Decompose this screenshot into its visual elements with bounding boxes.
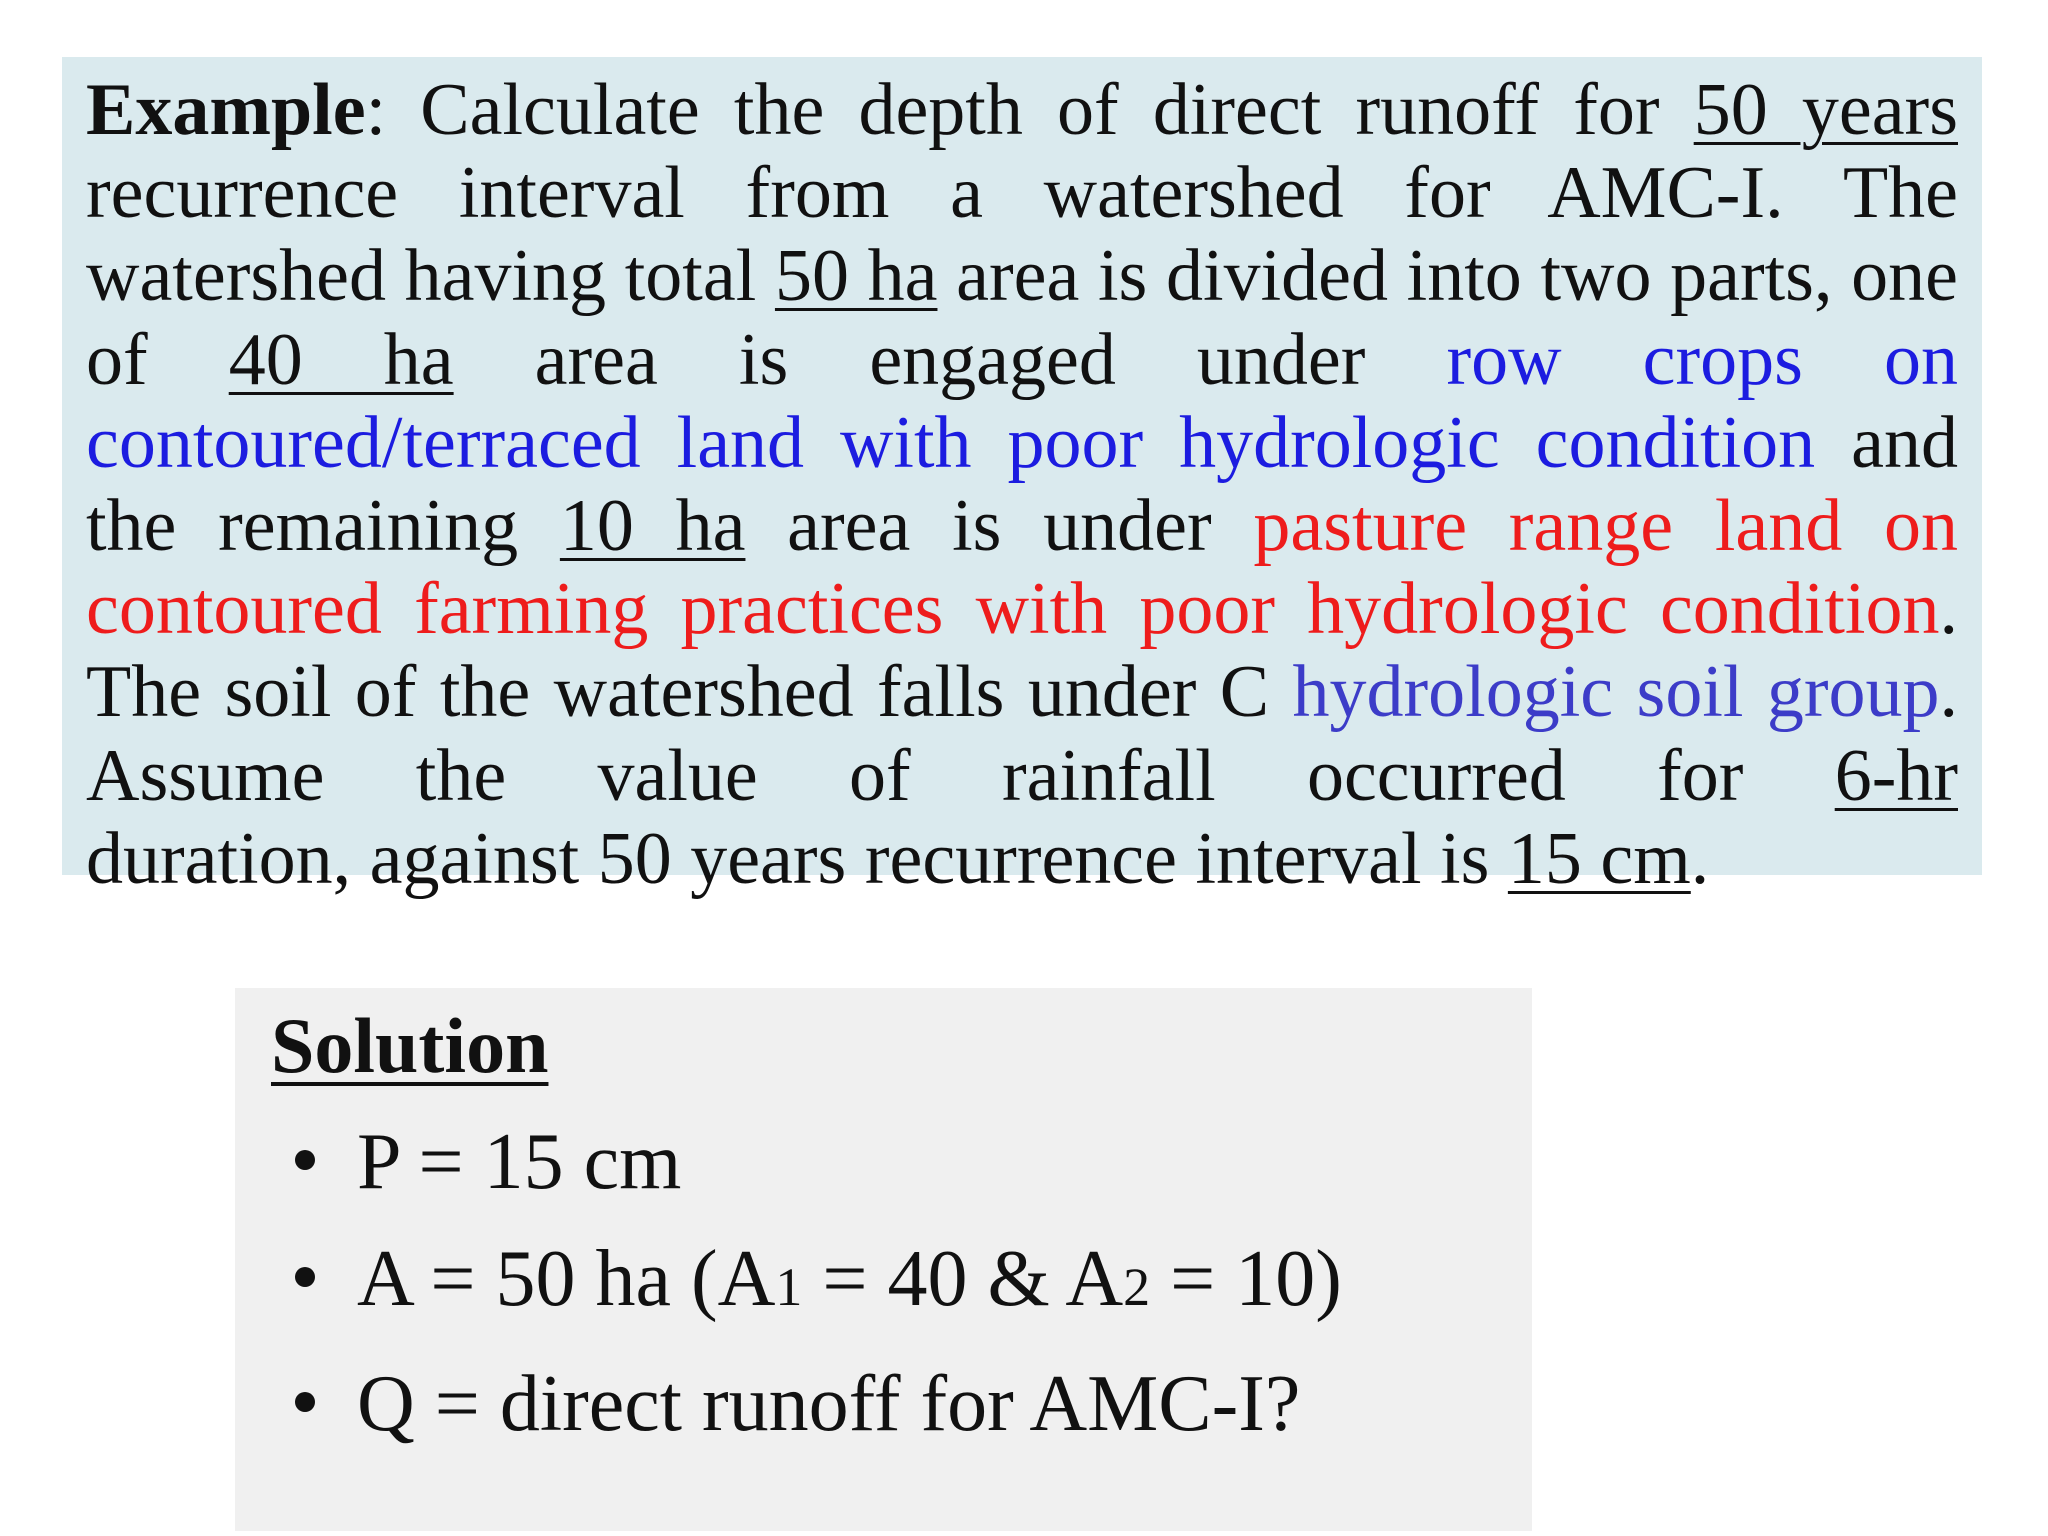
rainfall-line: P = 15 cm (357, 1118, 682, 1206)
list-item (259, 1104, 1508, 1221)
example-paragraph (86, 57, 1958, 901)
example-text-1: Calculate the depth of direct runoff for (386, 69, 1694, 151)
pasture-land-condition: pasture range land on contoured farming practices with poor hydrologic condition (86, 485, 1958, 651)
area-line (357, 1221, 1342, 1346)
example-text-7: . The soil of the watershed falls under C (86, 568, 1958, 734)
example-panel (62, 57, 1982, 900)
example-text-6: area is under (745, 485, 1254, 568)
area-subscript-1: 1 (775, 1257, 803, 1317)
hydrologic-soil-group: hydrologic soil group (1292, 651, 1940, 734)
solution-title: Solution (271, 1002, 549, 1089)
bullet-icon (295, 1150, 315, 1170)
example-colon: : (365, 69, 387, 151)
example-last-line (86, 818, 1958, 901)
example-text-10: . (1690, 817, 1710, 900)
runoff-line: Q = direct runoff for AMC-I? (357, 1360, 1301, 1448)
row-crops-condition: row crops on contoured/terraced land with poor hydrologic condition (86, 318, 1958, 484)
total-area-value: 50 ha (774, 235, 938, 318)
area-one-value: 40 ha (228, 318, 454, 401)
area-subscript-2: 2 (1123, 1257, 1151, 1317)
example-text-4: area is engaged under (453, 318, 1447, 401)
bullet-icon (295, 1267, 315, 1287)
example-text-3: area is divided into two parts, one of (86, 235, 1958, 401)
recurrence-interval-value: 50 years (1693, 69, 1958, 151)
area-two-value: 10 ha (559, 485, 746, 568)
list-item (259, 1346, 1508, 1463)
example-text-9: duration, against 50 years recurrence interval is (86, 817, 1508, 900)
area-line-start: A = 50 ha (A (357, 1235, 776, 1323)
solution-list (259, 1104, 1508, 1463)
bullet-icon (295, 1392, 315, 1412)
duration-value: 6-hr (1834, 734, 1958, 817)
rainfall-value: 15 cm (1507, 817, 1691, 900)
example-text-8: . Assume the value of rainfall occurred for (86, 651, 1959, 817)
area-line-end: = 10) (1150, 1235, 1342, 1323)
solution-panel (235, 988, 1532, 1531)
area-line-middle: = 40 & A (802, 1235, 1124, 1323)
example-text-2: recurrence interval from a watershed for AMC-I. The watershed having total (86, 152, 1958, 318)
example-text-5: and the remaining (86, 401, 1958, 568)
example-label: Example (86, 69, 366, 151)
list-item (259, 1221, 1508, 1346)
